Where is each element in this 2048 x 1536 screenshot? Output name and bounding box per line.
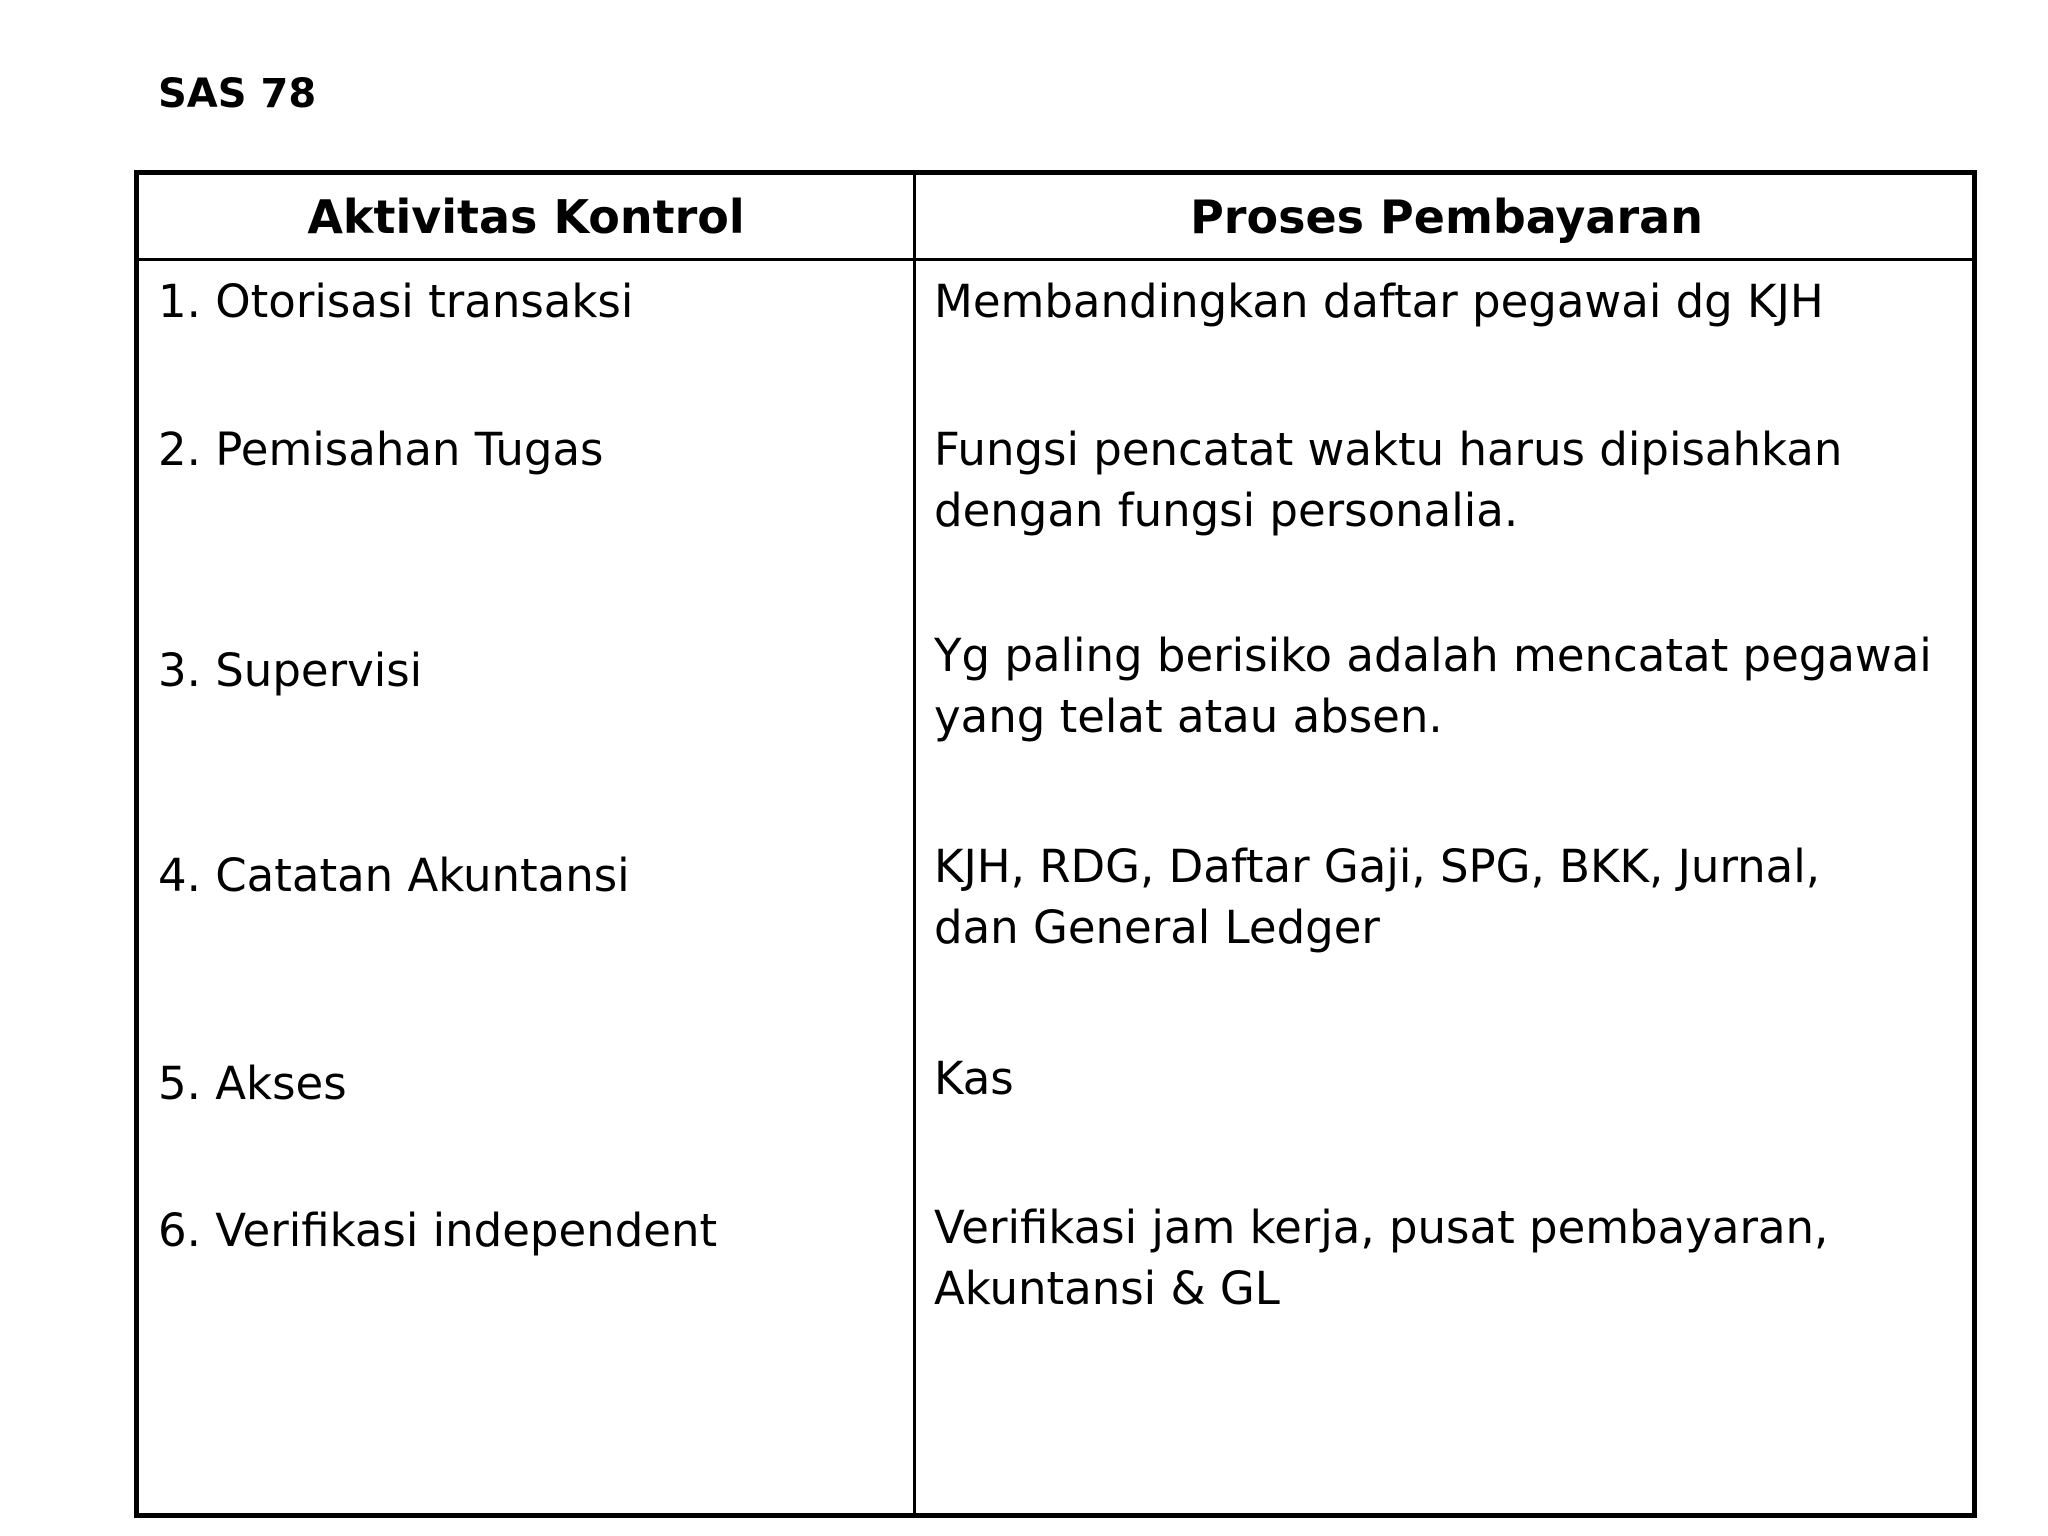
row-1-process: Membandingkan daftar pegawai dg KJH [934, 275, 1824, 328]
row-6-control: 6. Verifikasi independent [158, 1204, 718, 1257]
header-aktivitas-kontrol: Aktivitas Kontrol [307, 189, 745, 244]
row-2-process: Fungsi pencatat waktu harus dipisahkan dengan fungsi personalia. [934, 423, 1843, 537]
row-3-control: 3. Supervisi [158, 644, 423, 697]
header-proses-pembayaran: Proses Pembayaran [1190, 189, 1703, 244]
row-5-control: 5. Akses [158, 1057, 347, 1110]
row-3-process: Yg paling berisiko adalah mencatat pegawai yang telat atau absen. [934, 629, 1932, 743]
header-divider [139, 258, 1972, 261]
row-4-control: 4. Catatan Akuntansi [158, 849, 630, 902]
row-4-process: KJH, RDG, Daftar Gaji, SPG, BKK, Jurnal, dan General Ledger [934, 840, 1821, 954]
row-5-process: Kas [934, 1052, 1014, 1105]
row-6-process: Verifikasi jam kerja, pusat pembayaran, Akuntansi & GL [934, 1201, 1829, 1315]
row-1-control: 1. Otorisasi transaksi [158, 275, 634, 328]
control-activities-table [134, 170, 1977, 1518]
row-2-control: 2. Pemisahan Tugas [158, 423, 604, 476]
column-divider [913, 175, 916, 1513]
slide-title: SAS 78 [158, 71, 317, 117]
